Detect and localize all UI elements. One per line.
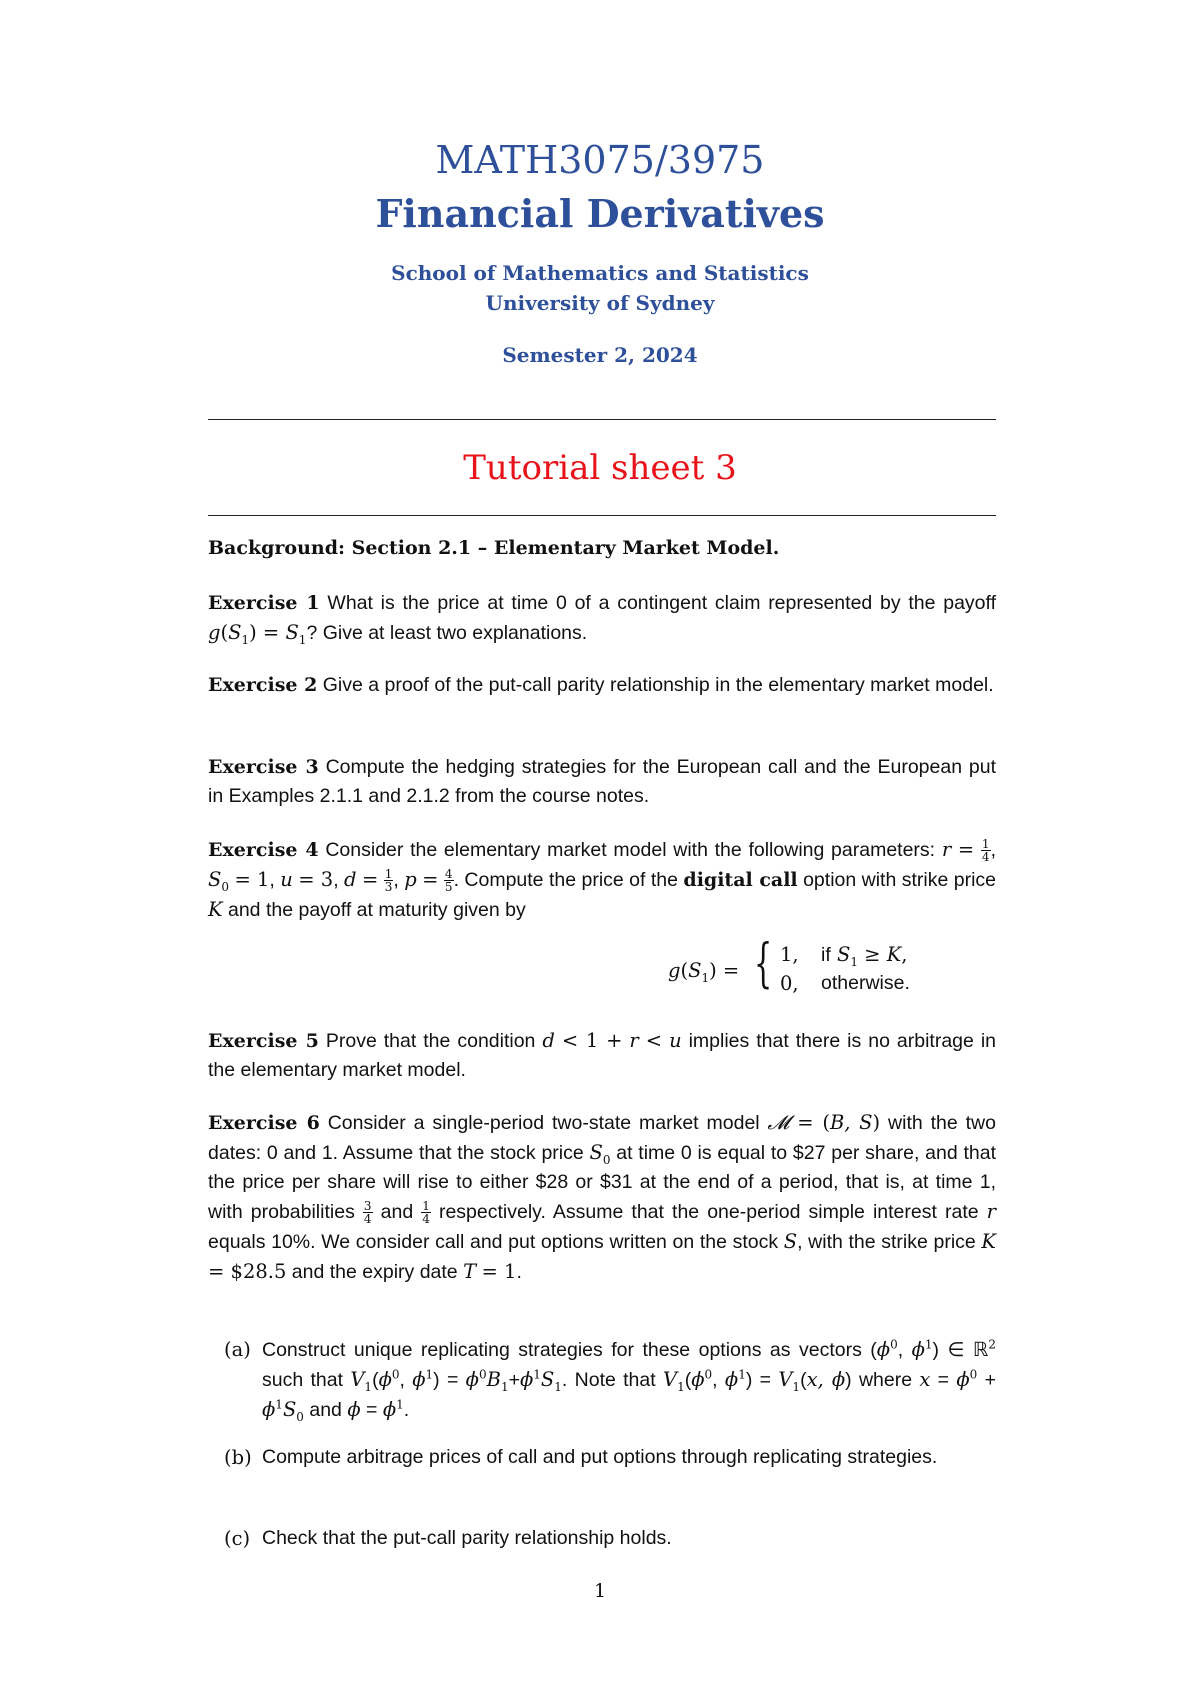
exercise-text: Give a proof of the put-call parity relationship in the elementary market model. [322,674,994,696]
exercise-text: Compute the hedging strategies for the European call and the European put in Examples 2.1.1 and 2.1.2 from the course notes. [208,756,996,807]
exercise-label: Exercise 2 [208,674,318,696]
page-number: 1 [593,1580,607,1602]
exercise-label: Exercise 1 [208,592,320,614]
exercise-3 [208,753,996,811]
exercise-4: Exercise 4 Consider the elementary market model with the following parameters: r = $\frac{1}{4}$ , $S_0 = 1$, u = 3, d = $\frac{1}{3}$ , p = $\frac{4}{5}$ . Compute the price of the digital call option with strike price K and the payoff at maturity given by [208,837,997,921]
semester: Semester 2, 2024 [502,343,698,367]
exercise-label: Exercise 3 [208,756,319,778]
exercise-5: Exercise 5 Prove that the condition d < 1 + r < u implies that there is no arbitrage in the elementary market model. [208,1029,997,1081]
digital-call-payoff-formula: $g(S_1)$ = { 1, if $S_1 \ge K$, 0, otherwise. [668,934,910,995]
top-divider [208,419,996,420]
part-label: (b) [224,1446,252,1469]
exercise-label: Exercise 4 [208,839,319,861]
university-name: University of Sydney [485,291,715,315]
school-name: School of Mathematics and Statistics [391,261,809,285]
course-name: Financial Derivatives [375,191,825,236]
part-label: (a) [224,1338,251,1361]
exercise-1: Exercise 1 What is the price at time 0 of a contingent claim represented by the payoff $g(S_1) = S_1$? Give at least two explanations. [208,592,996,647]
background-note: Background: Section 2.1 – Elementary Market Model. [208,537,780,559]
part-text: Compute arbitrage prices of call and put options through replicating strategies. [262,1446,938,1468]
part-text: Construct unique replicating strategies for these options as vectors ($\phi^0$, $\phi^1$) ∈ ℝ$^2$ such that $V_1(\phi^0$, $\phi^1) = \phi^0B_1+\phi^1S_1$. Note that $V_1(\phi^0$, $\phi^1) = V_1(x$, ϕ) where $x = \phi^0 + \phi^1S_0$ and $\phi = \phi^1$. [262,1337,996,1424]
bottom-divider [208,515,996,516]
exercise-6: Exercise 6 Consider a single-period two-state market model 𝓜 = (B, S) with the two dates: 0 and 1. Assume that the stock price $S_0$ at time 0 is equal to $27 per share, and that the price per share will rise to either $28 or $31 at the end of a period, that is, at time 1, with probabilities $\frac{3}{4}$ and $\frac{1}{4}$ respectively. Assume that the one-period simple interest rate r equals 10%. We consider call and put options written on the stock S, with the strike price K = $28.5 and the expiry date T = 1. [208,1111,996,1283]
course-code: MATH3075/3975 [435,138,765,182]
part-text: Check that the put-call parity relationship holds. [262,1527,672,1549]
exercise-label: Exercise 6 [208,1112,320,1134]
part-label: (c) [224,1527,251,1550]
exercise-2 [208,671,996,700]
sheet-title: Tutorial sheet 3 [463,448,737,488]
exercise-label: Exercise 5 [208,1030,319,1052]
